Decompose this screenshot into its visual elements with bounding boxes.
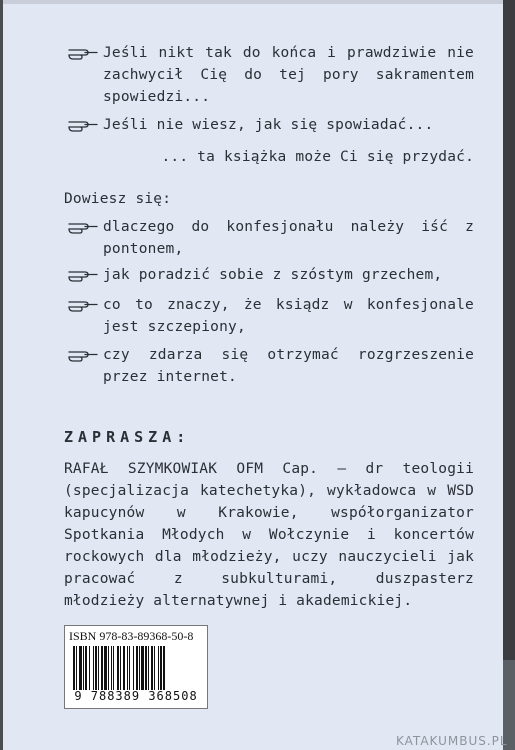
cover-edge [503, 0, 515, 750]
barcode [73, 646, 201, 690]
pointing-hand-icon [67, 218, 99, 236]
intro-paragraph: Jeśli nie wiesz, jak się spowiadać... [103, 117, 434, 133]
learn-item: dlaczego do konfesjonału należy iść z pontonem, [103, 219, 474, 257]
pointing-hand-icon [67, 346, 99, 364]
author-bio: RAFAŁ SZYMKOWIAK OFM Cap. – dr teologii (specjalizacja katechetyka), wykładowca w WSD kapucynów w Krakowie, współorganizator Spotkania Młodych w Wołczynie i koncertów rockowych dla młodzieży, uczy nauczycieli jak pracować z subkulturami, duszpasterz młodzieży alternatywnej i akademickiej. [64, 461, 474, 609]
isbn-barcode-box [64, 625, 208, 709]
pointing-hand-icon [67, 266, 99, 284]
invite-heading: ZAPRASZA: [64, 428, 191, 446]
back-cover [3, 0, 503, 750]
watermark: KATAKUMBUS.PL [396, 734, 508, 748]
pointing-hand-icon [67, 44, 99, 62]
intro-paragraph: Jeśli nikt tak do końca i prawdziwie nie zachwycił Cię do tej pory sakramentem spowiedzi... [103, 45, 474, 105]
learn-item: co to znaczy, że ksiądz w konfesjonale jest szczepiony, [103, 297, 474, 335]
isbn-label: ISBN 978-83-89368-50-8 [69, 629, 194, 643]
ean-digits: 9 788389 368508 [74, 689, 198, 703]
learn-item: czy zdarza się otrzymać rozgrzeszenie przez internet. [103, 347, 474, 385]
pointing-hand-icon [67, 116, 99, 134]
pointing-hand-icon [67, 296, 99, 314]
cover-top-shadow [3, 0, 503, 4]
learn-heading: Dowiesz się: [64, 191, 172, 207]
learn-item: jak poradzić sobie z szóstym grzechem, [103, 267, 443, 283]
intro-tagline: ... ta książka może Ci się przydać. [161, 149, 474, 165]
